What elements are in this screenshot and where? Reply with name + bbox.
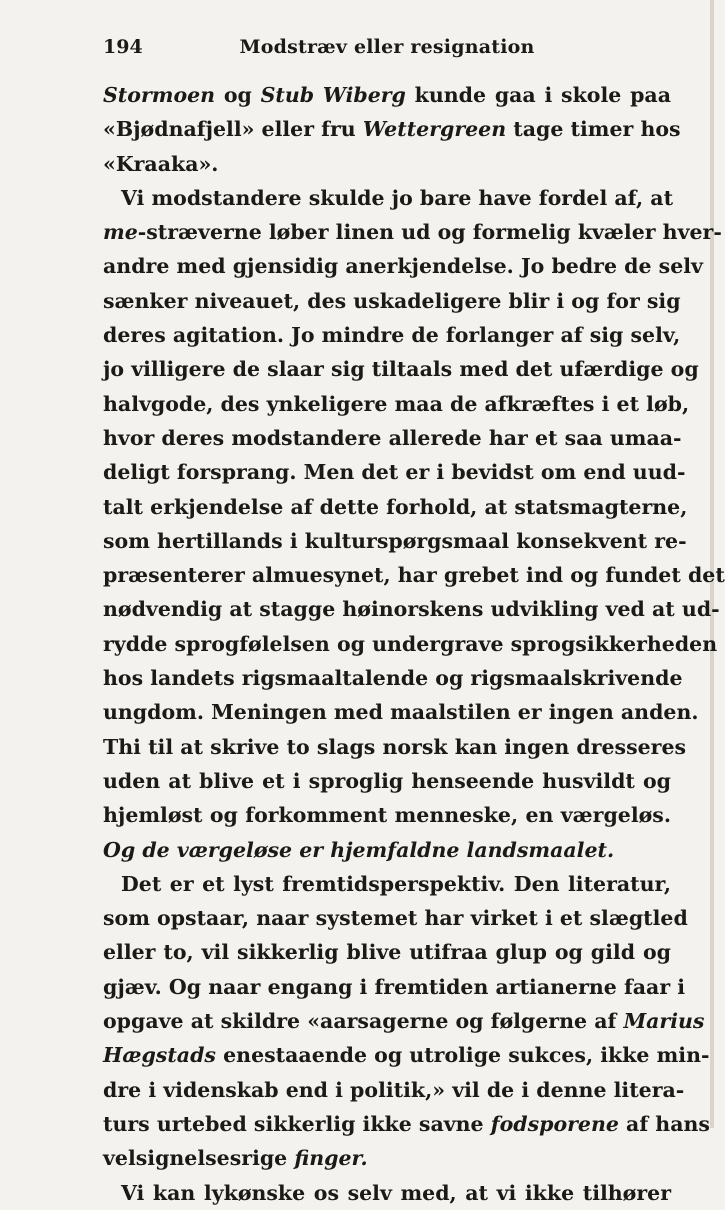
text-segment: Vi kan lykønske os selv med, at vi ikke tilhører: [121, 1180, 671, 1205]
text-segment: hos landets rigsmaaltalende og rigsmaalskrivende: [103, 666, 683, 691]
text-segment: hvor deres modstandere allerede har et saa umaa-: [103, 425, 682, 450]
text-segment: og: [215, 83, 261, 107]
text-segment: tage timer hos: [506, 117, 681, 142]
text-segment: ungdom. Meningen med maalstilen er ingen anden.: [103, 700, 699, 725]
text-segment: rydde sprogfølelsen og undergrave sprogsikkerheden: [103, 631, 718, 656]
text-line: [103, 867, 671, 901]
text-line: [103, 558, 725, 592]
text-segment: som hertillands i kulturspørgsmaal konsekvent re-: [103, 528, 687, 553]
text-segment: sænker niveauet, des uskadeligere blir i og for sig: [103, 288, 681, 313]
text-segment: nødvendig at stagge høinorskens udvikling ved at ud-: [103, 597, 720, 622]
italic-text: fodsporene: [490, 1111, 619, 1136]
italic-text: Hægstads: [103, 1043, 216, 1068]
text-segment: af hans: [618, 1111, 710, 1136]
text-line: [103, 1107, 710, 1141]
italic-text: Stormoen: [103, 83, 216, 107]
text-line: [103, 387, 690, 421]
text-segment: turs urtebed sikkerlig ikke savne: [103, 1111, 491, 1136]
text-line: [103, 730, 687, 764]
text-segment: kunde gaa i skole paa: [405, 83, 671, 107]
text-line: [103, 627, 718, 661]
italic-text: finger.: [294, 1146, 368, 1171]
text-line: [103, 524, 687, 558]
text-line: [103, 284, 681, 318]
text-segment: eller to, vil sikkerlig blive utifraa glup og gild og: [103, 940, 671, 965]
text-line: [103, 970, 686, 1004]
text-line: [103, 181, 674, 215]
text-line: [103, 935, 671, 969]
text-line: [103, 78, 671, 112]
text-line: [103, 1004, 705, 1038]
text-segment: opgave at skildre «aarsagerne og følgerne af: [103, 1009, 624, 1034]
text-line: [103, 1073, 685, 1107]
text-segment: «Kraaka».: [103, 151, 219, 176]
italic-text: Marius: [623, 1009, 705, 1034]
body-text: [103, 78, 725, 1210]
text-segment: «Bjødnafjell» eller fru: [103, 117, 363, 142]
text-line: [103, 318, 681, 352]
text-segment: gjæv. Og naar engang i fremtiden artianerne faar i: [103, 974, 686, 999]
text-segment: Det er et lyst fremtidsperspektiv. Den literatur,: [121, 871, 671, 896]
text-line: [103, 1141, 671, 1175]
text-segment: Thi til at skrive to slags norsk kan ingen dresseres: [103, 734, 687, 759]
page-header: [103, 36, 671, 64]
text-segment: deres agitation. Jo mindre de forlanger af sig selv,: [103, 323, 681, 348]
text-line: [103, 352, 699, 386]
running-title: Modstræv eller resignation: [239, 36, 535, 58]
text-segment: som opstaar, naar systemet har virket i et slægtled: [103, 906, 688, 931]
text-segment: jo villigere de slaar sig tiltaals med det ufærdige og: [103, 357, 699, 382]
text-line: [103, 695, 699, 729]
text-segment: velsignelsesrige: [103, 1146, 295, 1171]
text-line: [103, 490, 688, 524]
text-segment: andre med gjensidig anerkjendelse. Jo bedre de selv: [103, 254, 703, 279]
text-segment: halvgode, des ynkeligere maa de afkræftes i et løb,: [103, 391, 690, 416]
text-line: [103, 833, 671, 867]
text-line: [103, 215, 722, 249]
italic-text: Og de værgeløse er hjemfaldne landsmaalet.: [103, 837, 615, 862]
text-line: [103, 421, 682, 455]
text-segment: Vi modstandere skulde jo bare have fordel af, at: [121, 185, 674, 210]
text-segment: enestaaende og utrolige sukces, ikke min-: [215, 1043, 710, 1068]
text-line: [103, 1038, 710, 1072]
text-line: [103, 592, 720, 626]
text-line: [103, 147, 671, 181]
text-line: [103, 1176, 671, 1210]
text-line: [103, 661, 683, 695]
text-segment: dre i videnskab end i politik,» vil de i denne litera-: [103, 1077, 685, 1102]
page-number: 194: [103, 36, 143, 58]
text-segment: -stræverne løber linen ud og formelig kvæler hver-: [137, 220, 722, 245]
text-segment: hjemløst og forkomment menneske, en værgeløs.: [103, 803, 671, 828]
text-segment: talt erkjendelse af dette forhold, at statsmagterne,: [103, 494, 688, 519]
text-line: [103, 249, 703, 283]
text-line: [103, 764, 671, 798]
text-line: [103, 455, 686, 489]
italic-text: Stub Wiberg: [260, 83, 406, 107]
text-segment: deligt forsprang. Men det er i bevidst om end uud-: [103, 460, 686, 485]
italic-text: Wettergreen: [362, 117, 507, 142]
text-segment: præsenterer almuesynet, har grebet ind og fundet det: [103, 563, 725, 588]
text-line: [103, 901, 688, 935]
text-segment: uden at blive et i sproglig henseende husvildt og: [103, 768, 671, 793]
text-line: [103, 112, 681, 146]
text-line: [103, 798, 671, 832]
italic-text: me: [103, 220, 138, 245]
